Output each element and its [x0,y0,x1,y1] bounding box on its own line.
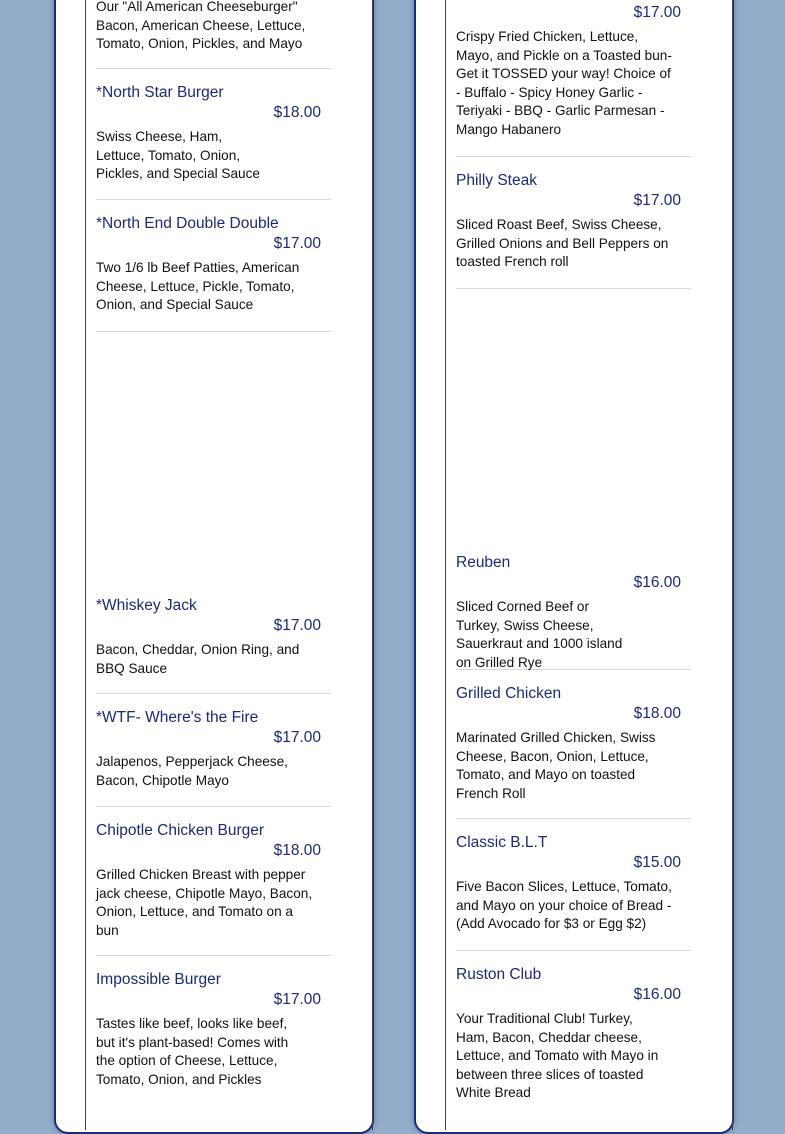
menu-item-price: $18.00 [633,705,681,722]
menu-item-name: Chipotle Chicken Burger [96,822,265,839]
menu-item [96,214,331,332]
menu-item-name: Grilled Chicken [456,685,562,702]
menu-item [96,708,331,807]
menu-item-price: $17.00 [633,192,681,209]
menu-item-price: $16.00 [633,574,681,591]
menu-item-name: Reuben [456,554,511,571]
menu-item-desc: Your Traditional Club! Turkey, Ham, Bacon, Cheddar cheese, Lettuce, and Tomato with Mayo in between three slices of toasted White Bread [456,1011,659,1100]
menu-item-price: $18.00 [273,842,321,859]
menu-item-price: $17.00 [633,4,681,21]
menu-item [456,833,691,951]
menu-item-desc: Swiss Cheese, Ham, Lettuce, Tomato, Onion, Pickles, and Special Sauce [96,129,260,181]
menu-item-name: Impossible Burger [96,971,221,988]
menu-item-price: $18.00 [273,104,321,121]
menu-item [96,821,331,956]
menu-item-name: *Whiskey Jack [96,597,197,614]
menu-item-desc: Five Bacon Slices, Lettuce, Tomato, and Mayo on your choice of Bread - (Add Avocado for $3 or Egg $2) [456,879,672,931]
menu-item-name: *North End Double Double [96,215,279,232]
menu-item-price: $17.00 [273,235,321,252]
menu-item-partial [456,3,691,157]
menu-item-desc: Bacon, Cheddar, Onion Ring, and BBQ Sauce [96,642,300,676]
menu-item-price: $17.00 [273,991,321,1008]
menu-item-price: $16.00 [633,986,681,1003]
menu-item [456,553,691,670]
menu-item-desc: Marinated Grilled Chicken, Swiss Cheese, Bacon, Onion, Lettuce, Tomato, and Mayo on toasted French Roll [456,730,656,801]
menu-item-name: *WTF- Where's the Fire [96,709,259,726]
menu-item-desc: Our "All American Cheeseburger" Bacon, American Cheese, Lettuce, Tomato, Onion, Pickles, and Mayo [96,0,306,51]
menu-item [96,83,331,200]
menu-item [456,171,691,289]
menu-item [96,596,331,694]
menu-item-desc: Sliced Roast Beef, Swiss Cheese, Grilled Onions and Bell Peppers on toasted French roll [456,217,669,269]
menu-item [96,970,331,1095]
menu-item-name: *North Star Burger [96,84,224,101]
menu-item-desc: Tastes like beef, looks like beef, but it's plant-based! Comes with the option of Cheese, Lettuce, Tomato, Onion, and Pickles [96,1016,289,1087]
menu-item-name: Philly Steak [456,172,537,189]
menu-item-desc: Crispy Fried Chicken, Lettuce, Mayo, and Pickle on a Toasted bun- Get it TOSSED your way! Choice of - Buffalo - Spicy Honey Garlic - Teriyaki - BBQ - Garlic Parmesan - Mango Habanero [456,29,672,137]
menu-item [456,684,691,819]
menu-item-price: $17.00 [273,729,321,746]
menu-item-partial [96,0,331,69]
menu-item-desc: Sliced Corned Beef or Turkey, Swiss Cheese, Sauerkraut and 1000 island on Grilled Rye [456,599,623,670]
menu-item-name: Classic B.L.T [456,834,548,851]
menu-item-price: $17.00 [273,617,321,634]
menu-item [456,965,691,1100]
menu-item-desc: Two 1/6 lb Beef Patties, American Cheese, Lettuce, Pickle, Tomato, Onion, and Special Sauce [96,260,300,312]
menu-item-name: Ruston Club [456,966,542,983]
menu-item-desc: Jalapenos, Pepperjack Cheese, Bacon, Chipotle Mayo [96,754,288,788]
menu-item-desc: Grilled Chicken Breast with pepper jack cheese, Chipotle Mayo, Bacon, Onion, Lettuce, and Tomato on a bun [96,867,313,938]
menu-item-price: $15.00 [633,854,681,871]
